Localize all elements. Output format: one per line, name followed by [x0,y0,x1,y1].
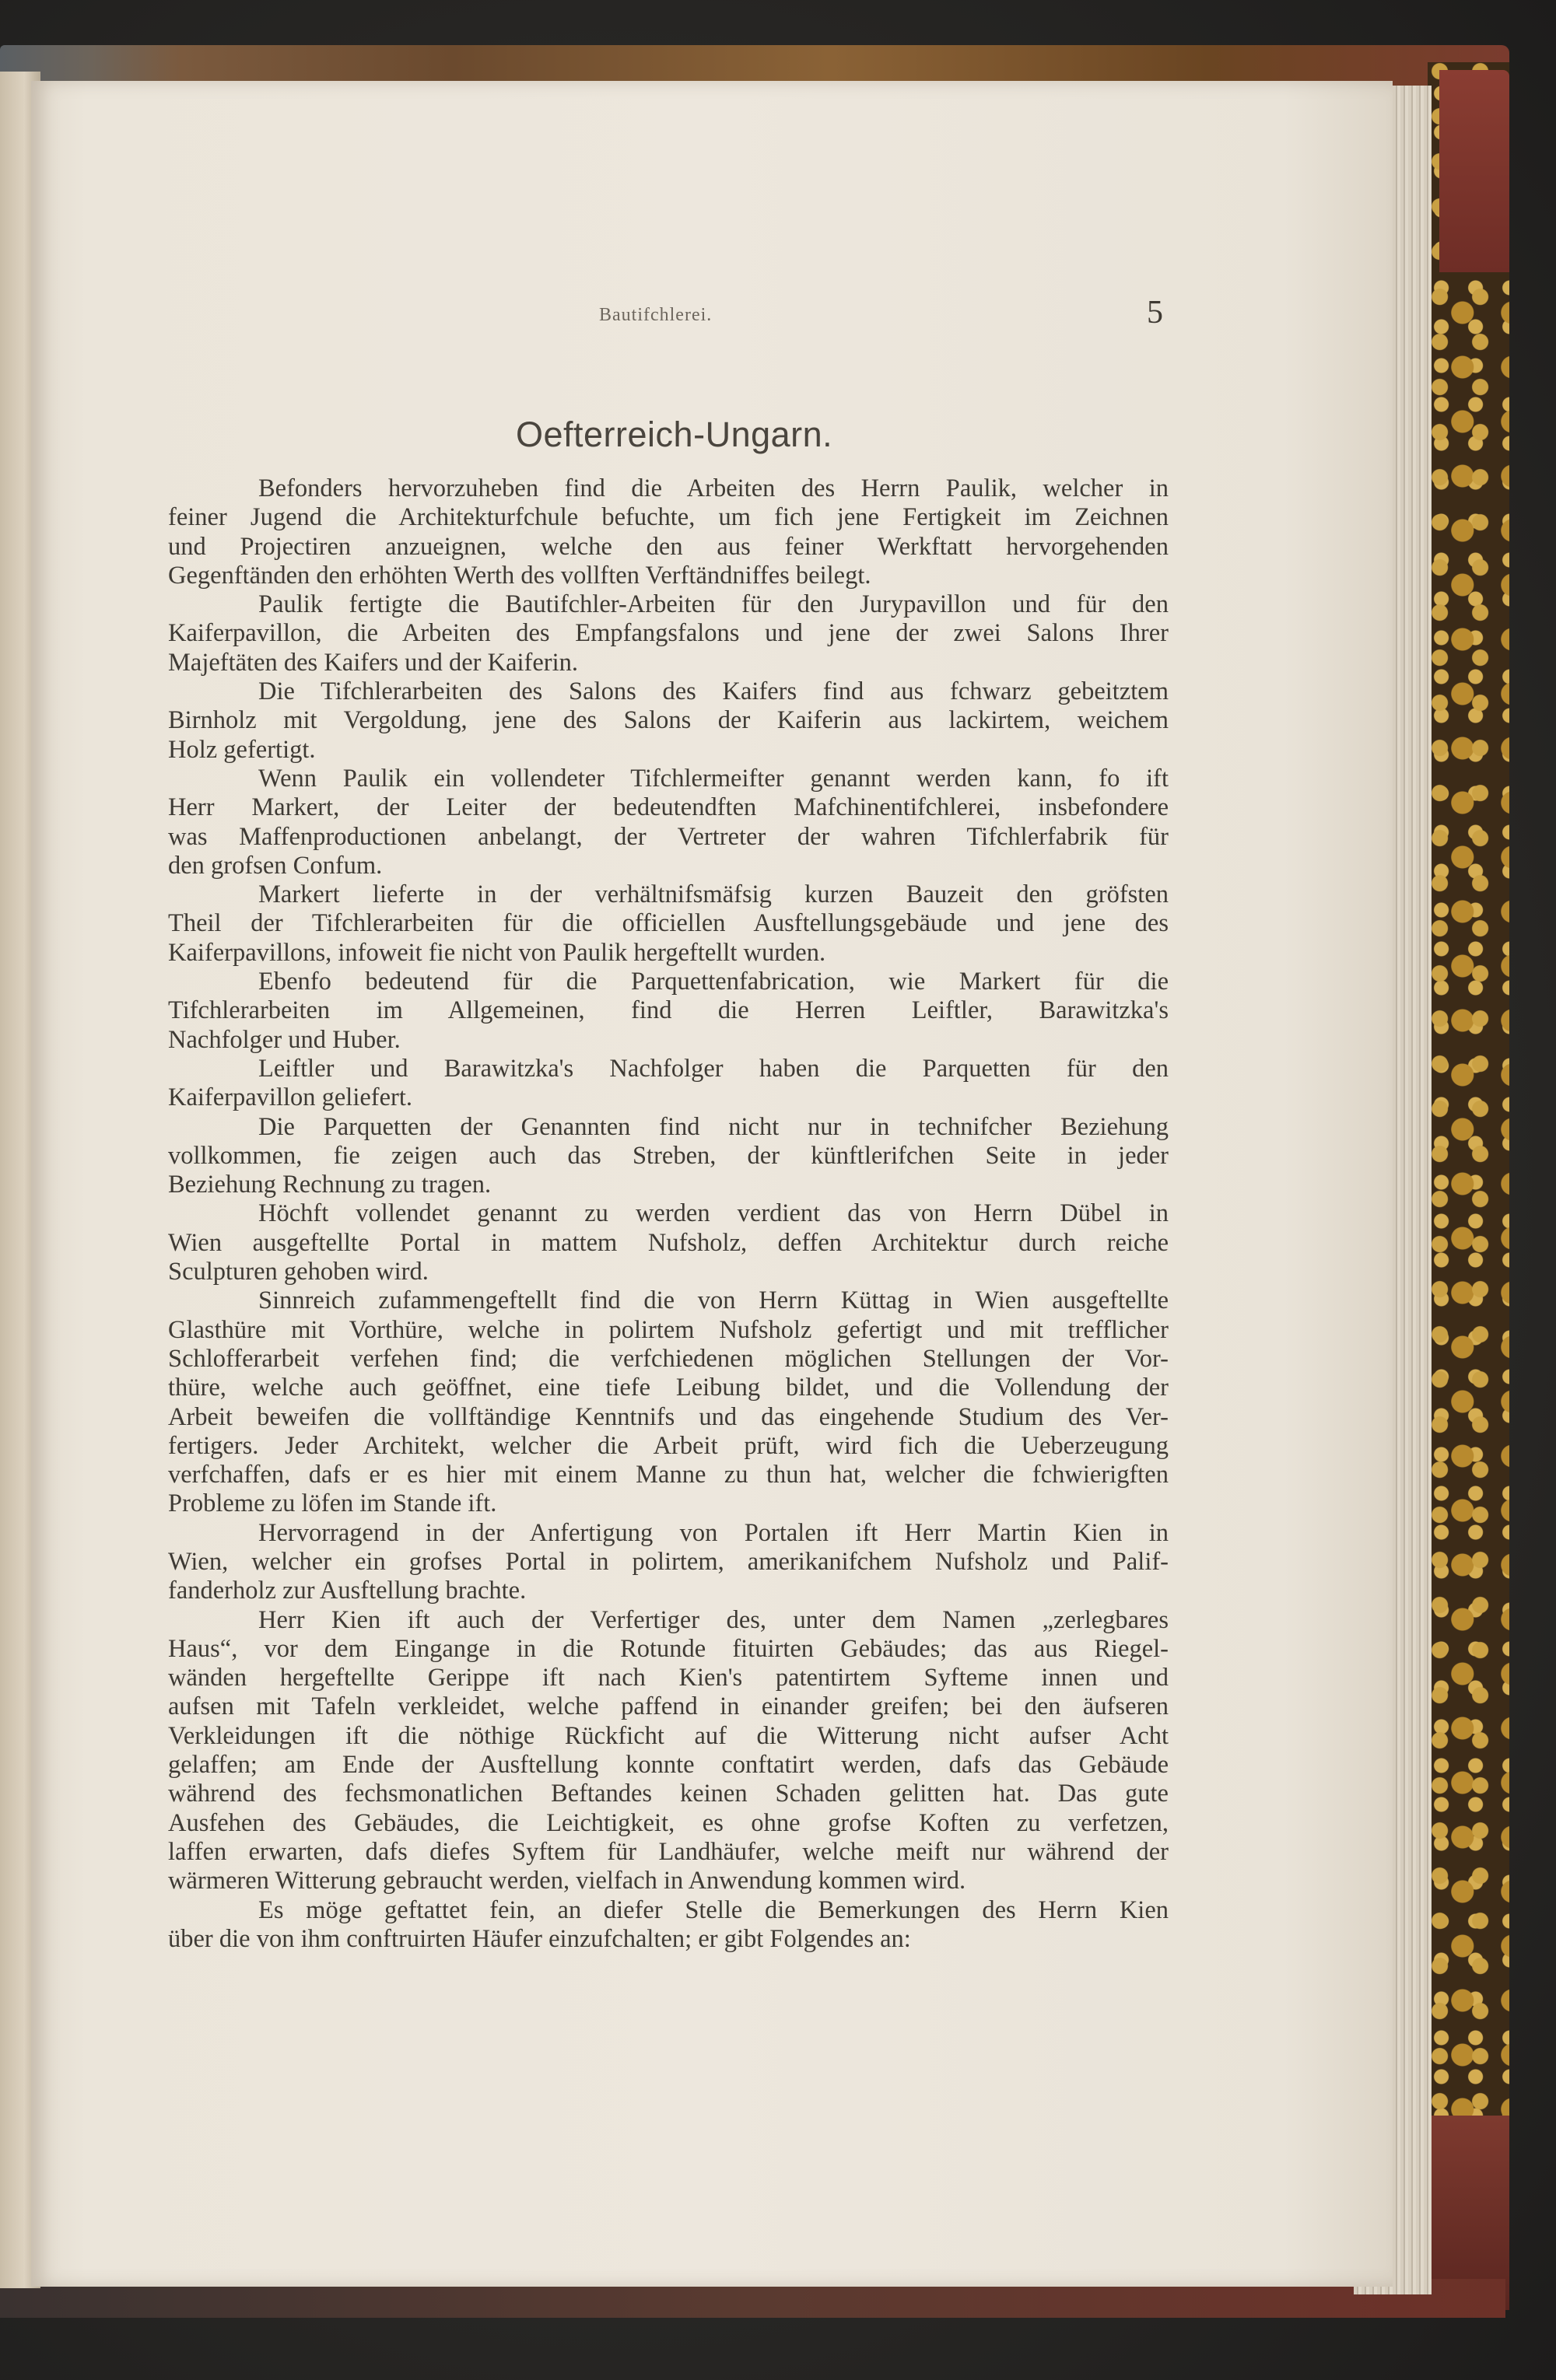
text-line: Wenn Paulik ein vollendeter Tifchlermeifter genannt werden kann, fo ift [258,764,1169,793]
text-line: vollkommen, fie zeigen auch das Streben, der künftlerifchen Seite in jeder [168,1141,1169,1170]
running-head: Bautifchlerei. [599,305,713,325]
marbled-cover-edge [1428,62,1509,2302]
text-line: Es möge geftattet fein, an diefer Stelle die Bemerkungen des Herrn Kien [258,1895,1169,1924]
text-line: Befonders hervorzuheben find die Arbeiten des Herrn Paulik, welcher in [258,474,1169,502]
text-line: Kaiferpavillon, die Arbeiten des Empfangsfalons und jene der zwei Salons Ihrer [168,619,1169,648]
page-number: 5 [1147,295,1163,331]
text-line: den grofsen Confum. [168,851,383,880]
text-line: Kaiferpavillon geliefert. [168,1083,413,1112]
text-line: aufsen mit Tafeln verkleidet, welche paffend in einander greifen; bei den äufseren [168,1692,1169,1721]
text-line: Verkleidungen ift die nöthige Rückficht auf die Witterung nicht aufser Acht [168,1721,1169,1750]
text-line: Paulik fertigte die Bautifchler-Arbeiten für den Jurypavillon und für den [258,590,1169,619]
text-line: verfchaffen, dafs er es hier mit einem Manne zu thun hat, welcher die fchwierigften [168,1461,1169,1489]
section-heading: Oefterreich-Ungarn. [516,415,833,454]
text-line: Glasthüre mit Vorthüre, welche in polirtem Nufsholz gefertigt und mit trefflicher [168,1315,1169,1344]
text-line: wänden hergeftellte Gerippe ift nach Kien's patentirtem Syfteme innen und [168,1664,1169,1692]
text-line: Wien ausgeftellte Portal in mattem Nufsholz, deffen Architektur durch reiche [168,1228,1169,1257]
text-line: Leiftler und Barawitzka's Nachfolger haben die Parquetten für den [258,1054,1169,1083]
text-line: fertigers. Jeder Architekt, welcher die Arbeit prüft, wird fich die Ueberzeugung [168,1431,1169,1460]
text-line: laffen erwarten, dafs diefes Syftem für Landhäufer, welche meift nur während der [168,1837,1169,1866]
text-line: Sinnreich zufammengeftellt find die von Herrn Küttag in Wien ausgeftellte [258,1286,1169,1315]
text-line: während des fechsmonatlichen Beftandes keinen Schaden gelitten hat. Das gute [168,1780,1169,1808]
text-line: Gegenftänden den erhöhten Werth des vollften Verftändniffes beilegt. [168,561,871,590]
text-line: Hervorragend in der Anfertigung von Portalen ift Herr Martin Kien in [258,1518,1169,1547]
text-line: Probleme zu löfen im Stande ift. [168,1489,497,1518]
text-line: Birnholz mit Vergoldung, jene des Salons der Kaiferin aus lackirtem, weichem [168,706,1169,735]
text-line: Die Tifchlerarbeiten des Salons des Kaifers find aus fchwarz gebeitztem [258,677,1169,706]
text-line: Ausfehen des Gebäudes, die Leichtigkeit, es ohne grofse Koften zu verfetzen, [168,1808,1169,1837]
text-line: gelaffen; am Ende der Ausftellung konnte conftatirt werden, dafs das Gebäude [168,1751,1169,1780]
text-line: Tifchlerarbeiten im Allgemeinen, find die Herren Leiftler, Barawitzka's [168,996,1169,1025]
text-line: Theil der Tifchlerarbeiten für die officiellen Ausftellungsgebäude und jene des [168,909,1169,938]
text-line: Höchft vollendet genannt zu werden verdient das von Herrn Dübel in [258,1199,1169,1228]
text-line: thüre, welche auch geöffnet, eine tiefe Leibung bildet, und die Vollendung der [168,1374,1169,1402]
text-line: fanderholz zur Ausftellung brachte. [168,1577,527,1605]
text-line: Ebenfo bedeutend für die Parquettenfabrication, wie Markert für die [258,968,1169,996]
text-line: Majeftäten des Kaifers und der Kaiferin. [168,648,578,677]
text-line: über die von ihm conftruirten Häufer einzufchalten; er gibt Folgendes an: [168,1924,911,1953]
text-line: Beziehung Rechnung zu tragen. [168,1171,492,1199]
text-line: Sculpturen gehoben wird. [168,1258,429,1286]
text-line: Schlofferarbeit verfehen find; die verfchiedenen möglichen Stellungen der Vor- [168,1344,1169,1373]
text-line: Wien, welcher ein grofses Portal in polirtem, amerikanifchem Nufsholz und Palif- [168,1547,1169,1576]
text-line: Herr Markert, der Leiter der bedeutendften Mafchinentifchlerei, insbefondere [168,793,1169,822]
text-line: feiner Jugend die Architekturfchule befuchte, um fich jene Fertigkeit im Zeichnen [168,503,1169,532]
text-line: Nachfolger und Huber. [168,1025,401,1054]
text-line: Die Parquetten der Genannten find nicht nur in technifcher Beziehung [258,1112,1169,1141]
text-line: Markert lieferte in der verhältnifsmäfsig kurzen Bauzeit den gröfsten [258,880,1169,909]
text-line: Haus“, vor dem Eingange in die Rotunde fituirten Gebäudes; das aus Riegel- [168,1634,1169,1663]
leather-corner-top [1439,70,1509,272]
text-line: wärmeren Witterung gebraucht werden, vielfach in Anwendung kommen wird. [168,1867,966,1895]
text-line: Herr Kien ift auch der Verfertiger des, unter dem Namen „zerlegbares [258,1605,1169,1634]
text-line: Kaiferpavillons, infoweit fie nicht von Paulik hergeftellt wurden. [168,938,826,967]
text-line: und Projectiren anzueignen, welche den aus feiner Werkftatt hervorgehenden [168,532,1169,561]
text-line: was Maffenproductionen anbelangt, der Vertreter der wahren Tifchlerfabrik für [168,822,1169,851]
body-text [168,474,1169,1954]
text-line: Arbeit beweifen die vollftändige Kenntnifs und das eingehende Studium des Ver- [168,1402,1169,1431]
text-line: Holz gefertigt. [168,735,316,764]
